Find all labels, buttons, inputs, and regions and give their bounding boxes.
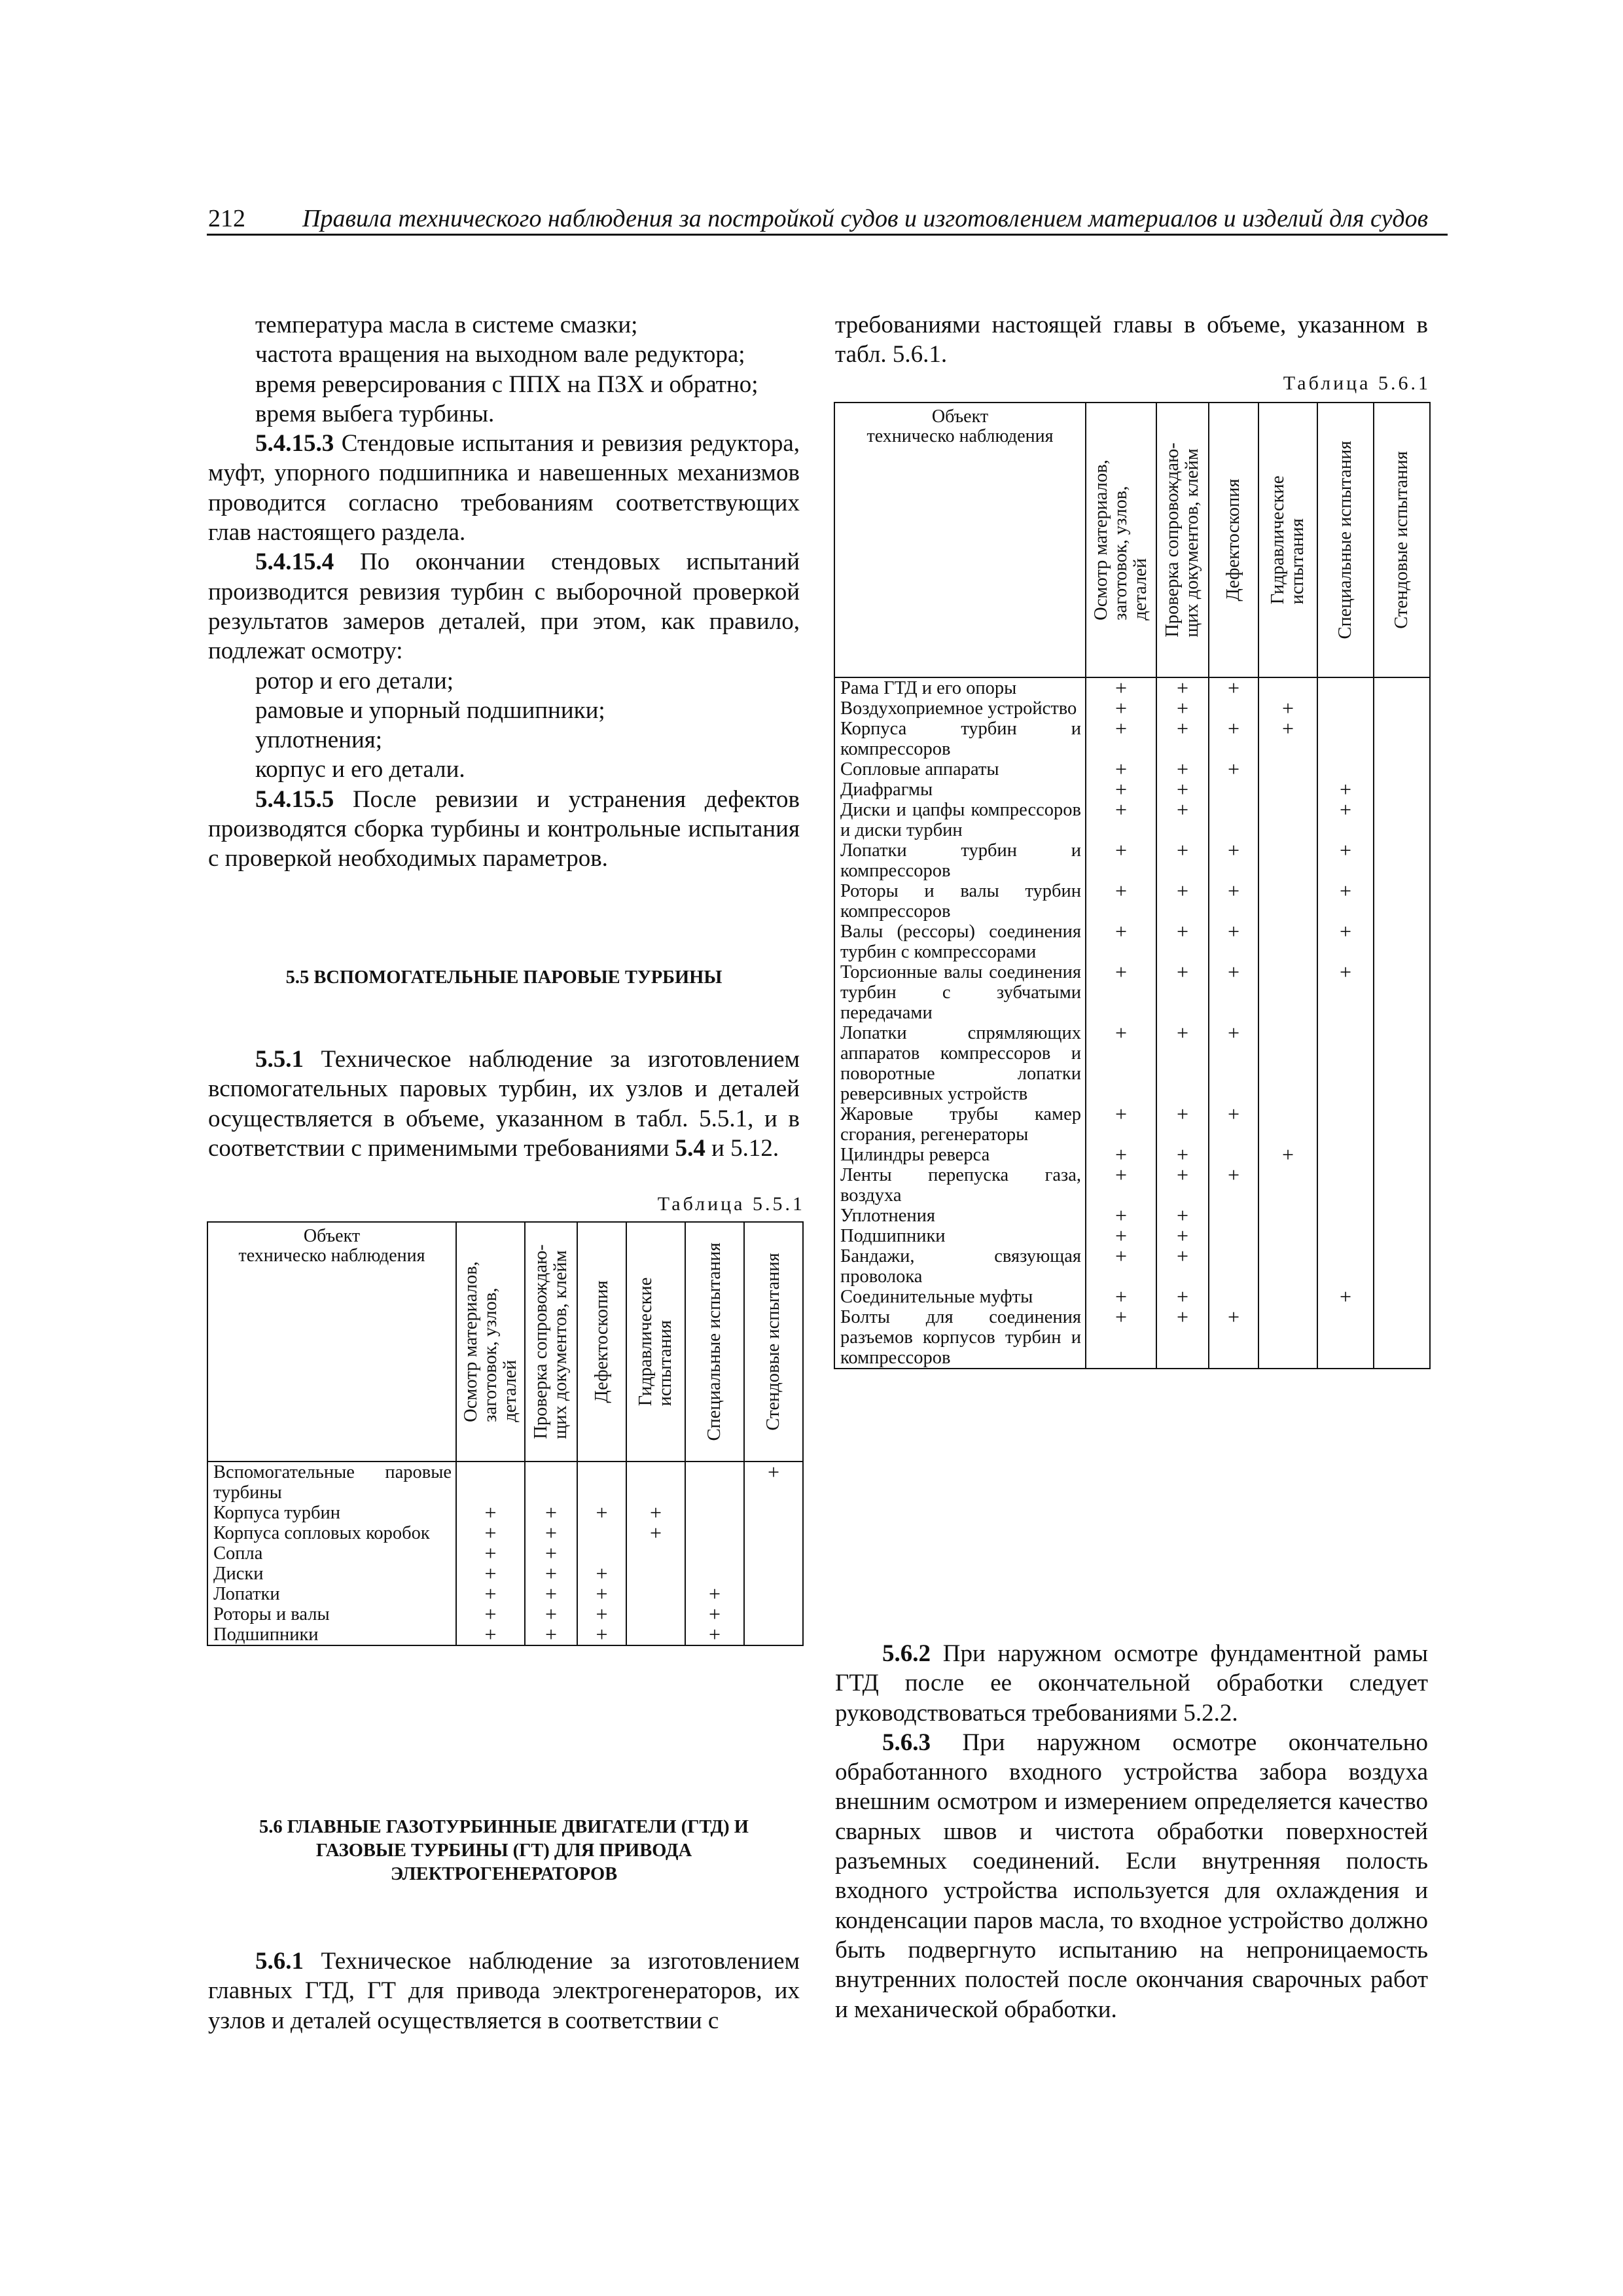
table-row: [834, 1023, 1430, 1104]
row-object-name: Сопла: [207, 1543, 456, 1564]
empty-cell: [744, 1564, 803, 1584]
empty-cell: [1374, 1145, 1430, 1165]
check-mark: +: [1156, 1307, 1209, 1369]
table-5-6-1: [834, 402, 1431, 1369]
table-row: [834, 840, 1430, 881]
check-mark: +: [577, 1624, 626, 1645]
check-mark: +: [1209, 1165, 1258, 1206]
check-mark: +: [1317, 962, 1374, 1023]
table-row: [834, 1307, 1430, 1369]
clause-number: 5.4.15.5: [255, 785, 334, 813]
empty-cell: [1258, 759, 1317, 780]
right-column-top: [835, 310, 1428, 370]
empty-cell: [1374, 1165, 1430, 1206]
paragraph-5-4-15-3: [208, 429, 800, 547]
check-mark: +: [1156, 759, 1209, 780]
check-mark: +: [1156, 922, 1209, 962]
check-mark: +: [1317, 840, 1374, 881]
check-mark: +: [1086, 1206, 1156, 1226]
row-object-name: Диски: [207, 1564, 456, 1584]
check-mark: +: [1086, 1307, 1156, 1369]
check-mark: +: [1258, 719, 1317, 759]
check-mark: +: [1209, 677, 1258, 698]
check-mark: +: [626, 1523, 685, 1543]
column-header-text: Специальные испытания: [704, 1242, 724, 1441]
column-header-inspection: [456, 1222, 525, 1462]
row-object-name: Лопатки: [207, 1584, 456, 1604]
table-row: [207, 1523, 803, 1543]
check-mark: +: [1086, 1226, 1156, 1246]
empty-cell: [525, 1462, 577, 1503]
empty-cell: [1209, 698, 1258, 719]
check-mark: +: [1086, 840, 1156, 881]
table-row: [834, 1206, 1430, 1226]
table-row: [834, 1104, 1430, 1145]
check-mark: +: [1317, 780, 1374, 800]
column-header-object: Объект техническо наблюдения: [834, 403, 1086, 677]
list-item: корпус и его детали.: [255, 756, 465, 783]
table-row: [834, 922, 1430, 962]
table-row: [834, 677, 1430, 698]
row-object-name: Роторы и валы: [207, 1604, 456, 1624]
empty-cell: [626, 1543, 685, 1564]
check-mark: +: [1156, 881, 1209, 922]
row-object-name: Уплотнения: [834, 1206, 1086, 1226]
row-object-name: Торсионные валы соединения турбин с зубчатыми передачами: [834, 962, 1086, 1023]
column-header-special: [1317, 403, 1374, 677]
empty-cell: [1317, 1206, 1374, 1226]
clause-number: 5.6.2: [882, 1640, 931, 1667]
row-object-name: Корпуса турбин и компрессоров: [834, 719, 1086, 759]
clause-number: 5.4.15.4: [255, 548, 334, 576]
table-row: [834, 1226, 1430, 1246]
paragraph-text: При наружном осмотре окончательно обработанного входного устройства забора воздуха внешним осмотром и измерением определяется качество сварных швов и чистота обработки поверхностей разъемных соединений. Если внутренняя полость входного устройства используется для охлаждения и конденсации паров масла, то входное устройство должно быть подвергнуто испытанию на непроницаемость внутренних полостей после окончания сварочных работ и механической обработки.: [835, 1729, 1428, 2023]
check-mark: +: [456, 1503, 525, 1523]
check-mark: +: [1156, 1206, 1209, 1226]
check-mark: +: [1156, 1287, 1209, 1307]
row-object-name: Цилиндры реверса: [834, 1145, 1086, 1165]
empty-cell: [1209, 1206, 1258, 1226]
check-mark: +: [577, 1604, 626, 1624]
empty-cell: [1374, 1307, 1430, 1369]
empty-cell: [1258, 922, 1317, 962]
check-mark: +: [525, 1584, 577, 1604]
empty-cell: [1374, 759, 1430, 780]
check-mark: +: [525, 1604, 577, 1624]
check-mark: +: [1209, 881, 1258, 922]
empty-cell: [1258, 800, 1317, 840]
column-header-flaw-detection: [577, 1222, 626, 1462]
column-header-text: Гидравлические испытания: [1268, 475, 1308, 605]
empty-cell: [685, 1523, 744, 1543]
check-mark: +: [525, 1564, 577, 1584]
check-mark: +: [1156, 1165, 1209, 1206]
header-rule: [207, 234, 1448, 236]
section-heading-5-5: 5.5 ВСПОМОГАТЕЛЬНЫЕ ПАРОВЫЕ ТУРБИНЫ: [285, 967, 722, 988]
clause-number: 5.6.1: [255, 1948, 304, 1975]
empty-cell: [1374, 1226, 1430, 1246]
check-mark: +: [626, 1503, 685, 1523]
empty-cell: [1317, 759, 1374, 780]
check-mark: +: [1156, 840, 1209, 881]
empty-cell: [1374, 840, 1430, 881]
paragraph-continuation: требованиями настоящей главы в объеме, указанном в табл. 5.6.1.: [835, 312, 1428, 368]
table-5-5-1: [207, 1221, 804, 1646]
empty-cell: [1258, 1226, 1317, 1246]
empty-cell: [1258, 1287, 1317, 1307]
check-mark: +: [1317, 881, 1374, 922]
check-mark: +: [1086, 962, 1156, 1023]
column-header-text: Гидравлические испытания: [635, 1277, 675, 1407]
column-header-hydraulic: [626, 1222, 685, 1462]
table-caption-5-5-1: Таблица 5.5.1: [657, 1193, 805, 1215]
column-header-text: Стендовые испытания: [1391, 451, 1412, 629]
check-mark: +: [685, 1604, 744, 1624]
empty-cell: [1258, 1023, 1317, 1104]
column-header-text: Специальные испытания: [1335, 440, 1355, 639]
list-item: частота вращения на выходном вале редуктора;: [255, 341, 745, 368]
check-mark: +: [685, 1584, 744, 1604]
empty-cell: [626, 1584, 685, 1604]
left-column-top: [208, 310, 800, 874]
table-row: [207, 1543, 803, 1564]
check-mark: +: [1086, 881, 1156, 922]
check-mark: +: [1209, 1307, 1258, 1369]
empty-cell: [744, 1523, 803, 1543]
check-mark: +: [1156, 719, 1209, 759]
table-row: [834, 800, 1430, 840]
check-mark: +: [1209, 840, 1258, 881]
table-row: [834, 1145, 1430, 1165]
check-mark: +: [685, 1624, 744, 1645]
paragraph-text: Стендовые испытания и ревизия редуктора, муфт, упорного подшипника и навешенных механизмов проводится согласно требованиям соответствующих глав настоящего раздела.: [208, 430, 800, 547]
check-mark: +: [1156, 800, 1209, 840]
empty-cell: [1258, 1307, 1317, 1369]
check-mark: +: [456, 1624, 525, 1645]
paragraph-5-6-1: [208, 1946, 800, 2036]
empty-cell: [626, 1564, 685, 1584]
empty-cell: [626, 1604, 685, 1624]
table-row: [834, 881, 1430, 922]
table-row: [207, 1584, 803, 1604]
column-header-documents: [525, 1222, 577, 1462]
check-mark: +: [1209, 719, 1258, 759]
empty-cell: [744, 1624, 803, 1645]
empty-cell: [1258, 881, 1317, 922]
table-row: [834, 962, 1430, 1023]
empty-cell: [685, 1503, 744, 1523]
empty-cell: [1374, 922, 1430, 962]
table-row: [834, 1165, 1430, 1206]
check-mark: +: [1156, 1145, 1209, 1165]
paragraph-5-5-1: [208, 1045, 800, 1163]
check-mark: +: [1156, 1246, 1209, 1287]
table-row: [207, 1462, 803, 1503]
table-row: [834, 780, 1430, 800]
clause-reference: 5.4: [675, 1134, 705, 1162]
check-mark: +: [1317, 922, 1374, 962]
paragraph-text-tail: и 5.12.: [705, 1134, 779, 1162]
empty-cell: [1209, 1287, 1258, 1307]
check-mark: +: [1209, 1104, 1258, 1145]
empty-cell: [626, 1624, 685, 1645]
empty-cell: [1317, 1307, 1374, 1369]
paragraph-5-6-3: [835, 1728, 1428, 2024]
table-row: [834, 759, 1430, 780]
column-header-text: Проверка сопровождаю- щих документов, клейм: [1162, 442, 1202, 637]
check-mark: +: [1086, 1246, 1156, 1287]
empty-cell: [1258, 677, 1317, 698]
right-column-bottom: [835, 1639, 1428, 2024]
row-object-name: Подшипники: [834, 1226, 1086, 1246]
row-object-name: Сопловые аппараты: [834, 759, 1086, 780]
empty-cell: [456, 1462, 525, 1503]
table-row: [207, 1624, 803, 1645]
list-item: уплотнения;: [255, 726, 383, 754]
column-header-text: Осмотр материалов, заготовок, узлов, деталей: [1091, 459, 1150, 620]
empty-cell: [1374, 719, 1430, 759]
empty-cell: [1209, 800, 1258, 840]
list-item: рамовые и упорный подшипники;: [255, 696, 605, 724]
check-mark: +: [1086, 780, 1156, 800]
list-item: время реверсирования с ППХ на ПЗХ и обратно;: [255, 370, 758, 398]
check-mark: +: [1086, 759, 1156, 780]
row-object-name: Болты для соединения разъемов корпусов турбин и компрессоров: [834, 1307, 1086, 1369]
table-row: [207, 1564, 803, 1584]
empty-cell: [1374, 698, 1430, 719]
check-mark: +: [1317, 1287, 1374, 1307]
check-mark: +: [1258, 698, 1317, 719]
paragraph-text: По окончании стендовых испытаний производится ревизия турбин с выборочной проверкой результатов замеров деталей, при этом, как правило, подлежат осмотру:: [208, 548, 800, 665]
table-body: [834, 677, 1430, 1369]
check-mark: +: [456, 1523, 525, 1543]
table-row: [834, 1246, 1430, 1287]
check-mark: +: [1209, 759, 1258, 780]
check-mark: +: [1086, 800, 1156, 840]
paragraph-5-4-15-5: [208, 785, 800, 874]
check-mark: +: [456, 1604, 525, 1624]
empty-cell: [1317, 698, 1374, 719]
section-heading-5-6: 5.6 ГЛАВНЫЕ ГАЗОТУРБИННЫЕ ДВИГАТЕЛИ (ГТД) И ГАЗОВЫЕ ТУРБИНЫ (ГТ) ДЛЯ ПРИВОДА ЭЛЕКТРОГЕНЕРАТОРОВ: [259, 1817, 749, 1884]
paragraph-5-4-15-4: [208, 547, 800, 666]
empty-cell: [1317, 1165, 1374, 1206]
check-mark: +: [1209, 1023, 1258, 1104]
check-mark: +: [456, 1584, 525, 1604]
empty-cell: [1374, 1287, 1430, 1307]
empty-cell: [1374, 1023, 1430, 1104]
check-mark: +: [1156, 1104, 1209, 1145]
check-mark: +: [1086, 1287, 1156, 1307]
check-mark: +: [525, 1523, 577, 1543]
empty-cell: [1374, 962, 1430, 1023]
table-body: [207, 1462, 803, 1645]
check-mark: +: [1086, 1165, 1156, 1206]
row-object-name: Корпуса турбин: [207, 1503, 456, 1523]
check-mark: +: [1156, 780, 1209, 800]
clause-number: 5.6.3: [882, 1729, 931, 1756]
empty-cell: [685, 1543, 744, 1564]
column-header-text: Проверка сопровождаю- щих документов, клейм: [531, 1244, 571, 1439]
row-object-name: Ленты перепуска газа, воздуха: [834, 1165, 1086, 1206]
empty-cell: [1374, 1246, 1430, 1287]
check-mark: +: [1156, 962, 1209, 1023]
empty-cell: [1374, 1104, 1430, 1145]
empty-cell: [685, 1564, 744, 1584]
paragraph-5-6-2: [835, 1639, 1428, 1728]
table-row: [834, 1287, 1430, 1307]
row-object-name: Рама ГТД и его опоры: [834, 677, 1086, 698]
left-column-mid: [208, 1045, 800, 1163]
column-header-bench: [1374, 403, 1430, 677]
empty-cell: [1209, 1226, 1258, 1246]
check-mark: +: [1258, 1145, 1317, 1165]
check-mark: +: [456, 1564, 525, 1584]
column-header-hydraulic: [1258, 403, 1317, 677]
list-item: время выбега турбины.: [255, 400, 495, 427]
list-item: ротор и его детали;: [255, 667, 454, 694]
empty-cell: [744, 1604, 803, 1624]
row-object-name: Подшипники: [207, 1624, 456, 1645]
check-mark: +: [1156, 677, 1209, 698]
row-object-name: Диски и цапфы компрессоров и диски турбин: [834, 800, 1086, 840]
check-mark: +: [1156, 698, 1209, 719]
check-mark: +: [1086, 1145, 1156, 1165]
check-mark: +: [1086, 1104, 1156, 1145]
check-mark: +: [1317, 800, 1374, 840]
empty-cell: [1317, 1023, 1374, 1104]
check-mark: +: [525, 1624, 577, 1645]
column-header-object: Объект техническо наблюдения: [207, 1222, 456, 1462]
check-mark: +: [1086, 698, 1156, 719]
row-object-name: Воздухоприемное устройство: [834, 698, 1086, 719]
check-mark: +: [1156, 1023, 1209, 1104]
row-object-name: Лопатки турбин и компрессоров: [834, 840, 1086, 881]
paragraph-text: При наружном осмотре фундаментной рамы ГТД после ее окончательной обработки следует руководствоваться требованиями 5.2.2.: [835, 1640, 1428, 1727]
check-mark: +: [744, 1462, 803, 1503]
check-mark: +: [525, 1503, 577, 1523]
empty-cell: [1209, 780, 1258, 800]
column-header-text: Осмотр материалов, заготовок, узлов, деталей: [460, 1261, 520, 1422]
check-mark: +: [456, 1543, 525, 1564]
empty-cell: [1258, 1206, 1317, 1226]
left-column-bottom: [208, 1946, 800, 2036]
row-object-name: Соединительные муфты: [834, 1287, 1086, 1307]
empty-cell: [744, 1543, 803, 1564]
table-row: [207, 1604, 803, 1624]
table-caption-5-6-1: Таблица 5.6.1: [1283, 372, 1431, 394]
empty-cell: [1258, 780, 1317, 800]
row-object-name: Бандажи, связующая проволока: [834, 1246, 1086, 1287]
row-object-name: Валы (рессоры) соединения турбин с компрессорами: [834, 922, 1086, 962]
empty-cell: [744, 1503, 803, 1523]
row-object-name: Лопатки спрямляющих аппаратов компрессоров и поворотные лопатки реверсивных устройств: [834, 1023, 1086, 1104]
paragraph-text: Техническое наблюдение за изготовлением главных ГТД, ГТ для привода электрогенераторов, их узлов и деталей осуществляется в соответствии с: [208, 1948, 800, 2034]
table-row: [834, 719, 1430, 759]
empty-cell: [1209, 1246, 1258, 1287]
page-number: 212: [208, 205, 245, 232]
empty-cell: [1258, 1104, 1317, 1145]
empty-cell: [1317, 1145, 1374, 1165]
empty-cell: [1317, 1104, 1374, 1145]
row-object-name: Жаровые трубы камер сгорания, регенераторы: [834, 1104, 1086, 1145]
empty-cell: [1317, 719, 1374, 759]
check-mark: +: [1086, 922, 1156, 962]
empty-cell: [1258, 840, 1317, 881]
row-object-name: Вспомогательные паровые турбины: [207, 1462, 456, 1503]
empty-cell: [1374, 780, 1430, 800]
empty-cell: [1258, 962, 1317, 1023]
check-mark: +: [1086, 719, 1156, 759]
empty-cell: [1374, 677, 1430, 698]
row-object-name: Роторы и валы турбин компрессоров: [834, 881, 1086, 922]
empty-cell: [1374, 1206, 1430, 1226]
paragraph-text: Техническое наблюдение за изготовлением вспомогательных паровых турбин, их узлов и деталей осуществляется в объеме, указанном в табл. 5.5.1, и в соответствии с применимыми требованиями: [208, 1046, 800, 1162]
column-header-text: Стендовые испытания: [763, 1253, 783, 1431]
column-header-special: [685, 1222, 744, 1462]
empty-cell: [744, 1584, 803, 1604]
clause-number: 5.5.1: [255, 1046, 304, 1073]
column-header-documents: [1156, 403, 1209, 677]
empty-cell: [1209, 1145, 1258, 1165]
table-row: [834, 698, 1430, 719]
check-mark: +: [1086, 677, 1156, 698]
column-header-text: Дефектоскопия: [591, 1280, 612, 1403]
running-title: Правила технического наблюдения за постройкой судов и изготовлением материалов и изделий для судов: [302, 205, 1429, 232]
column-header-flaw-detection: [1209, 403, 1258, 677]
check-mark: +: [1156, 1226, 1209, 1246]
paragraph-text: После ревизии и устранения дефектов производятся сборка турбины и контрольные испытания с проверкой необходимых параметров.: [208, 785, 800, 872]
column-header-text: Дефектоскопия: [1223, 478, 1243, 601]
empty-cell: [1258, 1165, 1317, 1206]
empty-cell: [1258, 1246, 1317, 1287]
column-header-inspection: [1086, 403, 1156, 677]
empty-cell: [685, 1462, 744, 1503]
empty-cell: [577, 1523, 626, 1543]
check-mark: +: [1209, 922, 1258, 962]
check-mark: +: [577, 1503, 626, 1523]
check-mark: +: [1086, 1023, 1156, 1104]
empty-cell: [1317, 677, 1374, 698]
clause-number: 5.4.15.3: [255, 430, 334, 457]
check-mark: +: [577, 1584, 626, 1604]
empty-cell: [1317, 1226, 1374, 1246]
row-object-name: Корпуса сопловых коробок: [207, 1523, 456, 1543]
check-mark: +: [1209, 962, 1258, 1023]
empty-cell: [577, 1462, 626, 1503]
empty-cell: [1317, 1246, 1374, 1287]
empty-cell: [1374, 881, 1430, 922]
check-mark: +: [525, 1543, 577, 1564]
empty-cell: [577, 1543, 626, 1564]
empty-cell: [1374, 800, 1430, 840]
column-header-bench: [744, 1222, 803, 1462]
empty-cell: [626, 1462, 685, 1503]
row-object-name: Диафрагмы: [834, 780, 1086, 800]
list-item: температура масла в системе смазки;: [255, 312, 638, 338]
table-row: [207, 1503, 803, 1523]
check-mark: +: [577, 1564, 626, 1584]
